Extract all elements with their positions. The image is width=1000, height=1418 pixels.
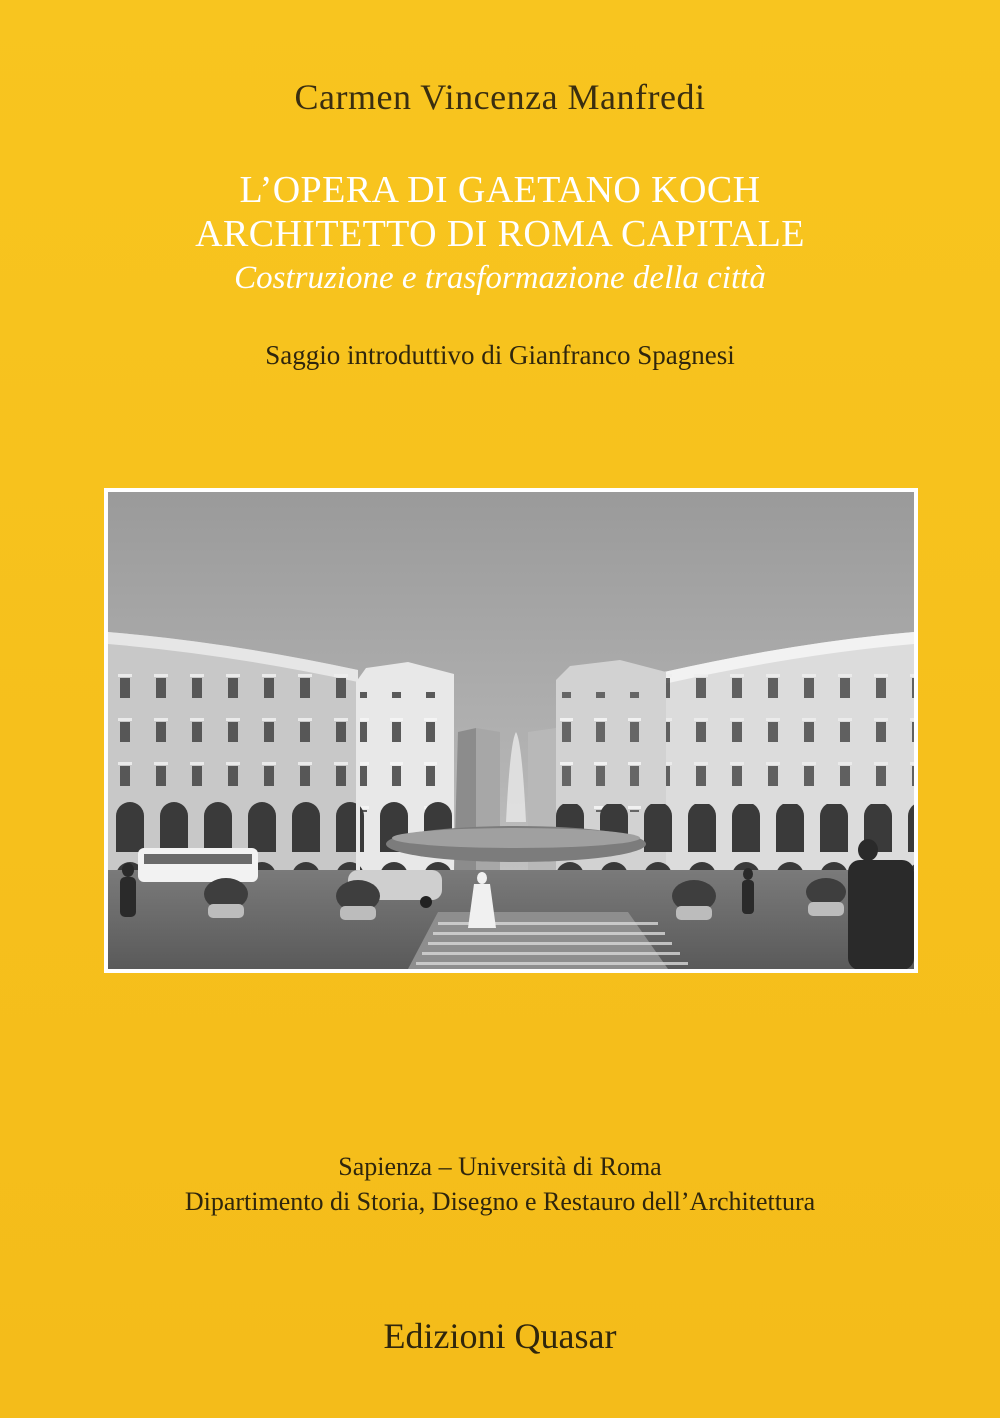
intro-essay-credit: Saggio introduttivo di Gianfranco Spagnesi xyxy=(265,340,735,370)
cover-photo-frame xyxy=(104,488,918,973)
institution-line-1: Sapienza – Università di Roma xyxy=(338,1152,662,1181)
title-line-1: L’OPERA DI GAETANO KOCH xyxy=(239,169,761,211)
subtitle: Costruzione e trasformazione della città xyxy=(234,260,766,296)
publisher-name: Edizioni Quasar xyxy=(383,1316,617,1356)
institution-line-2: Dipartimento di Storia, Disegno e Restauro dell’Architettura xyxy=(184,1187,816,1216)
title-line-2: ARCHITETTO DI ROMA CAPITALE xyxy=(195,213,805,255)
cover-photo-piazza xyxy=(108,492,914,969)
author-name: Carmen Vincenza Manfredi xyxy=(294,77,706,117)
